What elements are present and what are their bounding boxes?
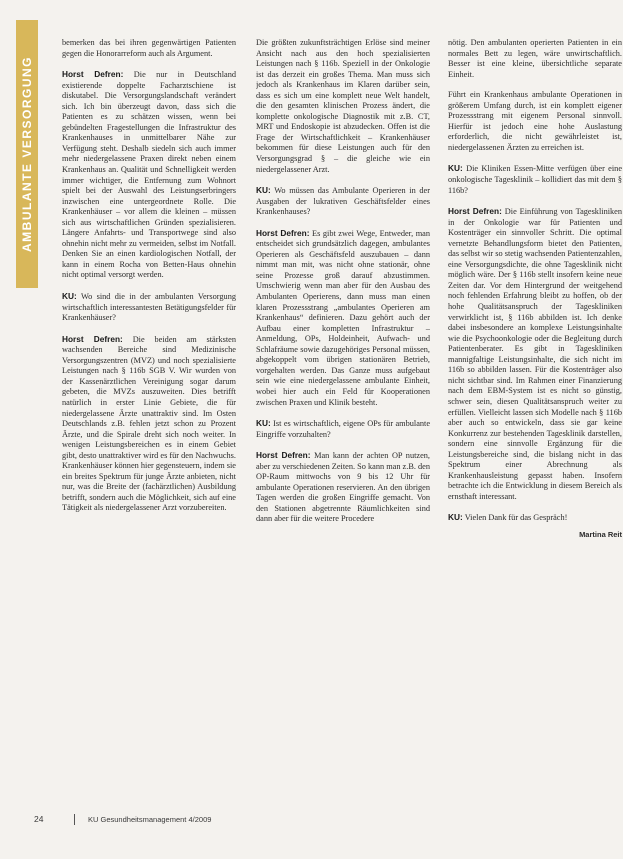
question-paragraph: KU: Ist es wirtschaftlich, eigene OPs für ambulante Eingriffe vorzuhalten? [256, 418, 430, 439]
question-paragraph: KU: Die Kliniken Essen-Mitte verfügen über eine onkologische Tagesklinik – kollidiert das mit dem § 116b? [448, 163, 622, 195]
question-paragraph: KU: Vielen Dank für das Gespräch! [448, 512, 568, 523]
speaker-label: Horst Defren: [256, 450, 311, 461]
question-label: KU: [62, 291, 77, 302]
journal-reference: KU Gesundheitsmanagement 4/2009 [88, 815, 212, 824]
footer-divider [74, 814, 75, 825]
paragraph: nötig. Den ambulanten operierten Patienten in ein normales Bett zu legen, wäre unwirtschaftlich. Besser ist eine kleine, übersichtliche separate Einheit. [448, 38, 622, 79]
text-column-3 [448, 38, 622, 800]
page-number: 24 [34, 814, 44, 824]
answer-paragraph: Horst Defren: Man kann der achten OP nutzen, aber zu verschiedenen Zeiten. So kann man z.B. den OP-Raum mittwochs von 9 bis 12 Uhr für ambulante Operationen reservieren. An den übrigen Tagen werden die großen Eingriffe gemacht. Von den Stationen abgetrennte Räumlichkeiten sind dann aber für die weitere Procedere [256, 450, 430, 524]
question-label: KU: [448, 512, 463, 523]
text-column-2 [256, 38, 430, 800]
question-paragraph: KU: Wo sind die in der ambulanten Versorgung wirtschaftlich interessantesten Betätigungsfelder für Krankenhäuser? [62, 291, 236, 323]
question-label: KU: [256, 418, 271, 429]
answer-paragraph: Horst Defren: Die beiden am stärksten wachsenden Bereiche sind Medizinische Versorgungszentren (MVZ) und noch spezialisierte Leistungen nach § 116b SGB V. Wir wurden von der Kassenärztlichen Vereinigung sogar darum gebeten, die MVZs auszuweiten. Dies betrifft natürlich in erster Linie Gebiete, die für niedergelassene Ärzte unattraktiv sind. Im Osten Deutschlands z.B. fehlen jetzt schon zu Prozent Ärzte, und die Spirale dreht sich noch weiter. In wenigen Leistungsbereichen es in einem Gebiet gibt, desto unattraktiver wird es für den Nachwuchs. Krankenhäuser können hier gegensteuern, indem sie ein breites Spektrum für junge Ärzte anbieten, nicht nur, was die Breite der (fachärztlichen) Ausbildung betrifft, sondern auch die Möglichkeit, sich auf eine Tätigkeit als niedergelassener Arzt vorzubereiten. [62, 333, 236, 513]
speaker-label: Horst Defren: [62, 69, 124, 80]
page-footer [34, 814, 594, 828]
section-label: AMBULANTE VERSORGUNG [20, 55, 34, 253]
paragraph: bemerken das bei ihren gegenwärtigen Patienten gegen die Honorarreform auch als Argument. [62, 38, 236, 58]
author-byline: Martina Reit [579, 529, 622, 539]
paragraph: Führt ein Krankenhaus ambulante Operationen in größerem Umfang durch, ist ein komplett eigener Prozessstrang mit eigenem Personal sinnvoll. Hierfür ist jedoch eine hohe Auslastung erforderlich, die nicht gewährleistet ist, niedergelassenen Ärzten zu erreichen ist. [448, 90, 622, 152]
question-paragraph: KU: Wo müssen das Ambulante Operieren in der Ausgaben der lukrativen Geschäftsfelder eines Krankenhauses? [256, 185, 430, 217]
paragraph: Die größten zukunftsträchtigen Erlöse sind meiner Ansicht nach aus den hoch spezialisierten Leistungen nach § 116b. Speziell in der Onkologie ist das derzeit ein großes Thema. Man muss sich jedoch als Krankenhaus im Klaren darüber sein, dass es sich um eine komplett neue Welt handelt, die den gesamten klinischen Prozess ändert, die komplette onkologische Diagnostik mit z.B. CT, MRT und Endoskopie ist abzudecken. Offen ist die Frage der Wirtschaftlichkeit – Krankenhäuser bekommen für diese Leistungen auch für den Versorgungsgrad § – die gleiche wie ein niedergelassener Arzt. [256, 38, 430, 174]
question-label: KU: [256, 185, 271, 196]
section-label-tab [16, 20, 38, 288]
answer-paragraph: Horst Defren: Es gibt zwei Wege, Entweder, man entscheidet sich grundsätzlich dagegen, ambulantes Operieren als Geschäftsfeld auszubauen – dann nimmt man mit, was nicht ohne stationär, ohne seine Prozesse groß darauf abzustimmen. Umschwierig wenn man aber für den Ausbau des Ambulanten Operierens, dann muss man einen klaren Prozessstrang „ambulantes Operieren am Krankenhaus“ definieren. Dazu gehört auch der Aufbau einer kompletten Infrastruktur – Anmeldung, OPs, Holdeinheit, Aufwach- und Schlafräume sowie dazugehöriges Personal müssen, abgekoppelt vom übrigen stationären Betrieb, vorgehalten werden. Das Ganze muss aufgebaut sein wie eine niedergelassene ambulante Einheit, wobei hier auch ein Feld für Kooperationen zwischen Praxen und Klinik besteht. [256, 227, 430, 407]
answer-paragraph: Horst Defren: Die Einführung von Tageskliniken in der Onkologie war für Patienten und Kostenträger ein sinnvoller Schritt. Die optimal vernetzte Behandlungsform bietet den Patienten, das selbst wir so stetig wachsenden Patientenzahlen, eine Versorgungsdichte, die ohne Tagesklinik nicht möglich wäre. Der § 116b stellt insofern keine neue Zeiten dar. Vor dem Hintergrund der weitgehend noch fehlenden Erfahrung bleibt zu hoffen, ob der hohe Qualitätsanspruch der Tageskliniken verwirklicht ist, § 116b abbilden ist. Ich denke dabei insbesondere an komplexe Leistungsinhalte wie die Psychoonkologie oder die Begleitung durch Patientenberater. Es gibt in Tageskliniken mannigfaltige Leistungsinhalte, die sich nicht im 116b so abbilden lassen. Für die Kostenträger also nicht sichtbar sind. Im Rahmen einer Finanzierung nach dem EBM-System ist es nicht so günstig, schwer sein, diesen Qualitätsanspruch weiter zu erfüllen. Vielleicht lassen sich Modelle nach § 116b aber auch so entwickeln, dass sie gar keine Konkurrenz zur bestehenden Tagesklinik darstellen, sondern eine sinnvolle Ergänzung für die Leistungsbereiche sind, die bislang nicht in das Spektrum einer Abrechnung als Krankenhausleistung gepasst haben. Insofern betrachte ich die Entwicklung in diesem Bereich als ernsthaft interessant. [448, 206, 622, 501]
speaker-label: Horst Defren: [448, 206, 502, 217]
text-column-1 [62, 38, 236, 800]
speaker-label: Horst Defren: [256, 227, 310, 238]
question-label: KU: [448, 163, 463, 174]
speaker-label: Horst Defren: [62, 333, 123, 344]
answer-paragraph: Horst Defren: Die nur in Deutschland existierende doppelte Facharztschiene ist diskutabel. Die Versorgungslandschaft verändert sich. Ich bin überzeugt davon, dass sich die Patienten es zu schätzen wissen, wenn bei gebündelten Fragestellungen die Infrastruktur des Krankenhauses in unmittelbarer Nähe zur Verfügung steht. Deshalb siedeln sich auch immer mehr niedergelassene Praxen direkt neben einem Krankenhaus an. Qualität und Schnelligkeit werden immer wichtiger, die Entfernung zum Wohnort spielt bei der Auswahl des Leistungserbringers inzwischen eine untergeordnete Rolle. Die Krankenhäuser – vor allem die kleinen – müssen sich aus wirtschaftlichen Gründen spezialisieren. Längere Anfahrts- und Transportwege sind also ohnehin nicht mehr zu vermeiden, selbst im Notfall. Denken Sie an einen kardiologischen Notfall, der kann in einem Rocha von Betten-Haus ohnehin nicht optimal versorgt werden. [62, 69, 236, 280]
